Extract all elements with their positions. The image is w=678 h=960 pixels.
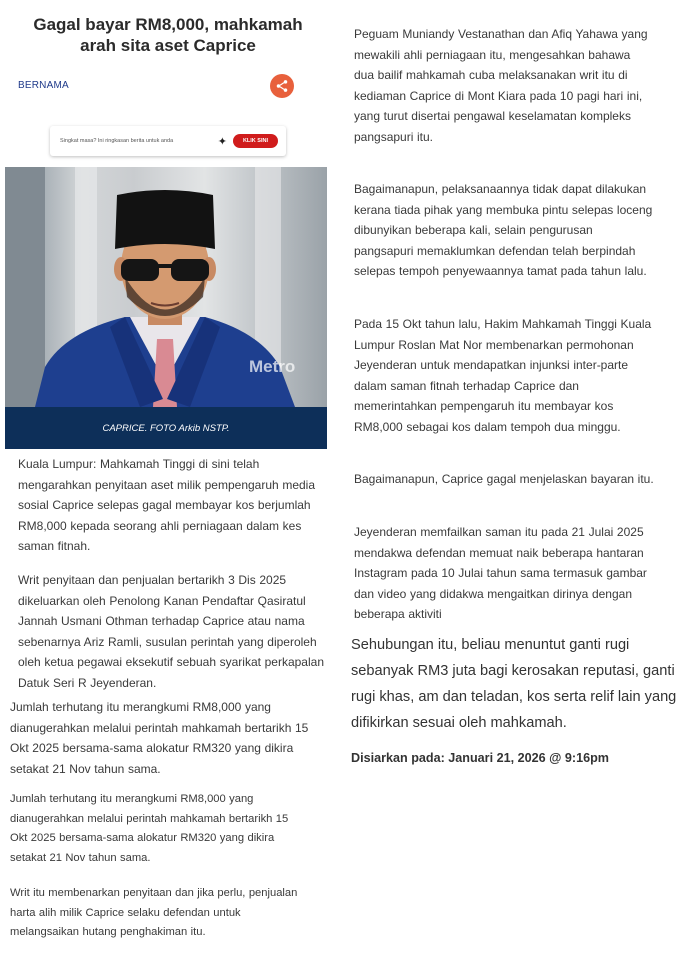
- paragraph: Jumlah terhutang itu merangkumi RM8,000 yang dianugerahkan melalui perintah mahkamah bertarikh 15 Okt 2025 bersama-sama alokatur RM320 yang dikira setakat 21 Nov tahun sama.: [10, 793, 289, 864]
- paragraph: Bagaimanapun, Caprice gagal menjelaskan bayaran itu.: [354, 472, 654, 486]
- claim-line: rugi khas, am dan teladan, kos serta relif lain yang: [351, 689, 677, 705]
- sparkle-icon: ✦: [217, 135, 227, 148]
- headline: Gagal bayar RM8,000, mahkamah arah sita aset Caprice: [33, 15, 303, 55]
- claim-line: Sehubungan itu, beliau menuntut ganti rugi: [351, 637, 630, 653]
- share-icon: [275, 79, 289, 93]
- paragraph: Kuala Lumpur: Mahkamah Tinggi di sini telah mengarahkan penyitaan aset milik pempengaruh media sosial Caprice selepas gagal membayar kos berjumlah RM8,000 kepada seorang ahli perniagaan dalam kes saman fitnah.: [18, 457, 316, 553]
- banner-text: Singkat masa? Ini ringkasan berita untuk anda: [60, 138, 174, 144]
- claim-paragraph-wrapper: [351, 632, 678, 736]
- source-label[interactable]: BERNAMA: [18, 80, 69, 91]
- claim-line: sebanyak RM3 juta bagi kerosakan reputasi, ganti: [351, 663, 675, 679]
- portrait-illustration: [5, 167, 327, 407]
- photo-caption: CAPRICE. FOTO Arkib NSTP.: [102, 422, 230, 434]
- posted-date: Disiarkan pada: Januari 21, 2026 @ 9:16pm: [351, 751, 609, 765]
- paragraph: Writ penyitaan dan penjualan bertarikh 3 Dis 2025 dikeluarkan oleh Penolong Kanan Pendaftar Qasiratul Jannah Usmani Othman terhadap Caprice atau nama sebenarnya Ariz Ramli, susulan perintah yang diperoleh oleh ketua pegawai eksekutif sebuah syarikat perkapalan Datuk Seri R Jeyenderan.: [18, 573, 324, 690]
- click-here-button[interactable]: KLIK SINI: [233, 134, 278, 148]
- paragraph: Bagaimanapun, pelaksanaannya tidak dapat dilakukan kerana tiada pihak yang membuka pintu selepas loceng dibunyikan beberapa kali, selain pengurusan pangsapuri memaklumkan defendan telah berpindah selepas tempoh penyewaannya tamat pada tahun lalu.: [354, 182, 653, 278]
- share-button[interactable]: [270, 74, 294, 98]
- paragraph: Jeyenderan memfailkan saman itu pada 21 Julai 2025 mendakwa defendan memuat naik beberapa hantaran Instagram pada 10 Julai tahun sama termasuk gambar dan video yang didakwa mengaitkan dirinya dengan beberapa aktiviti: [354, 525, 647, 621]
- photo-watermark: Metro: [249, 357, 296, 376]
- article-photo: [5, 167, 327, 407]
- claim-line: difikirkan sesuai oleh mahkamah.: [351, 715, 567, 731]
- paragraph: Pada 15 Okt tahun lalu, Hakim Mahkamah Tinggi Kuala Lumpur Roslan Mat Nor membenarkan permohonan Jeyenderan untuk mendapatkan injunksi inter-parte dalam saman fitnah terhadap Caprice dan memerintahkan pempengaruh itu membayar kos RM8,000 sebagai kos dalam tempoh dua minggu.: [354, 317, 652, 434]
- paragraph: Peguam Muniandy Vestanathan dan Afiq Yahawa yang mewakili ahli perniagaan itu, mengesahkan bahawa dua bailif mahkamah cuba melaksanakan writ itu di kediaman Caprice di Mont Kiara pada 10 pagi hari ini, yang turut disertai pengawal keselamatan kompleks pangsapuri itu.: [354, 27, 648, 144]
- photo-caption-bar: [5, 407, 327, 449]
- paragraph: Writ itu membenarkan penyitaan dan jika perlu, penjualan harta alih milik Caprice selaku defendan untuk melangsaikan hutang penghakiman itu.: [10, 887, 298, 938]
- paragraph: Jumlah terhutang itu merangkumi RM8,000 yang dianugerahkan melalui perintah mahkamah bertarikh 15 Okt 2025 bersama-sama alokatur RM320 yang dikira setakat 21 Nov tahun sama.: [10, 700, 309, 776]
- summary-banner: [50, 126, 286, 156]
